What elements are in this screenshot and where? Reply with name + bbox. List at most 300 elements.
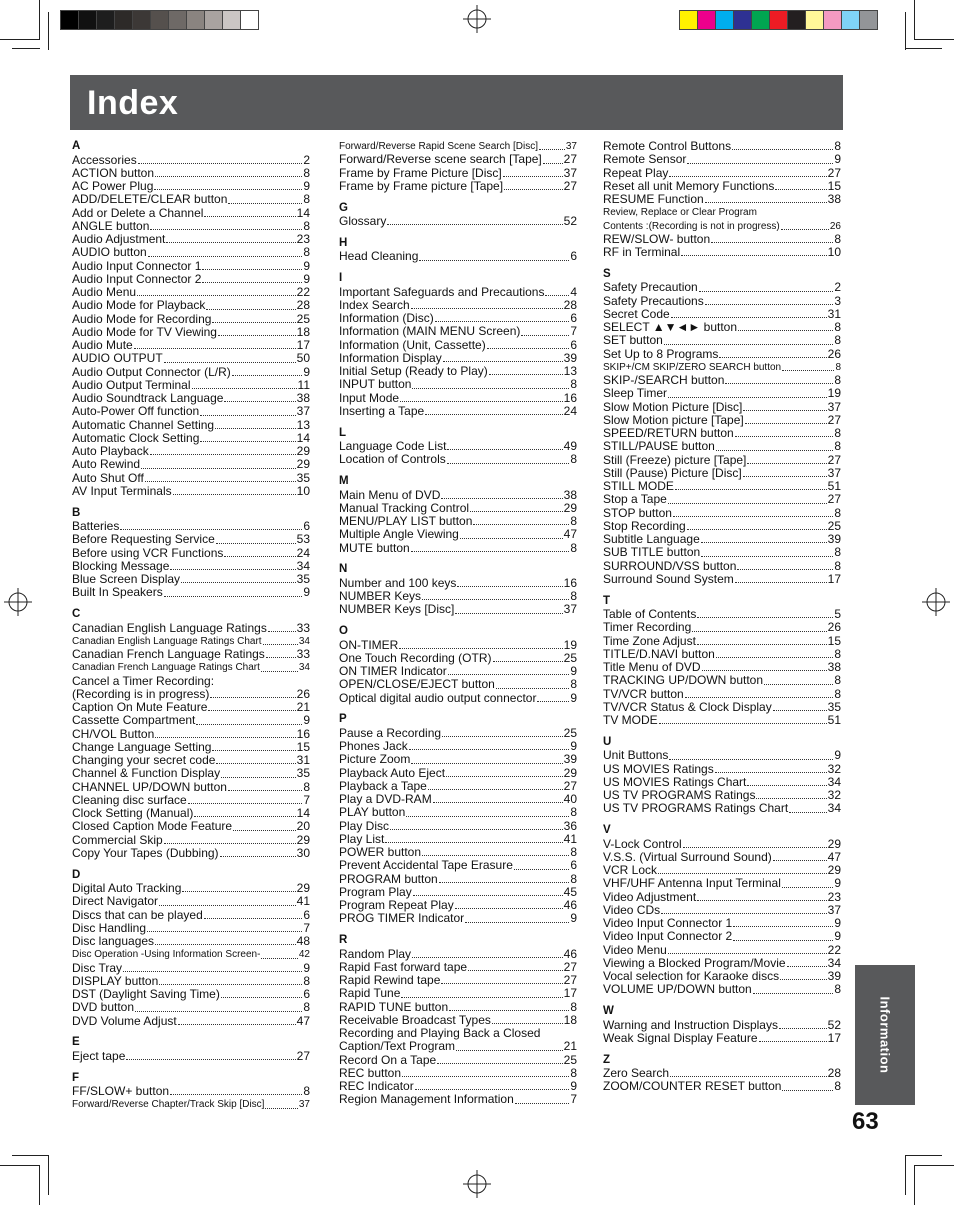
index-entry [339, 352, 577, 365]
dot-leader [699, 291, 834, 292]
index-entry-name: Video Input Connector 1 [603, 916, 733, 930]
index-entry [603, 648, 841, 661]
dot-leader [433, 802, 563, 803]
dot-leader [487, 348, 570, 349]
dot-leader [782, 1090, 833, 1091]
index-entry [339, 987, 577, 1000]
dot-leader [759, 1041, 827, 1042]
dot-leader [206, 309, 295, 310]
index-entry [603, 1032, 841, 1045]
index-entry [603, 206, 841, 219]
index-letter-heading: W [603, 1005, 614, 1017]
index-entry-name: Audio Mode for Recording [72, 311, 212, 326]
index-entry-name: Program Repeat Play [339, 898, 454, 912]
index-entry-page: 9 [834, 916, 841, 930]
index-entry-name: Disc languages [72, 934, 155, 948]
index-entry-page: 37 [563, 602, 577, 617]
index-entry [72, 635, 310, 648]
index-entry [72, 962, 310, 975]
index-entry-page: 3 [834, 293, 841, 308]
index-entry-name: Weak Signal Display Feature [603, 1030, 758, 1045]
index-entry [339, 180, 577, 193]
index-entry [339, 515, 577, 528]
index-entry-name: NUMBER Keys [Disc] [339, 602, 455, 617]
index-entry [603, 246, 841, 259]
index-entry-page: 8 [834, 231, 841, 246]
index-entry [72, 326, 310, 339]
index-entry-page: 8 [834, 439, 841, 454]
index-entry-page: 27 [827, 412, 841, 427]
index-entry-name: Before Requesting Service [72, 532, 215, 547]
dot-leader [413, 895, 563, 896]
registration-mark-icon [463, 1170, 491, 1198]
index-entry [339, 325, 577, 338]
dot-leader [208, 710, 295, 711]
dot-leader [681, 255, 827, 256]
dot-leader [232, 375, 303, 376]
index-entry-page: 6 [303, 519, 310, 533]
dot-leader [204, 216, 295, 217]
index-entry-name: VHF/UHF Antenna Input Terminal [603, 876, 781, 891]
index-letter-heading: O [339, 625, 348, 637]
index-entry [339, 590, 577, 603]
index-entry [339, 912, 577, 925]
index-entry [339, 1014, 577, 1027]
color-swatch [733, 10, 752, 30]
index-entry-name: SURROUND/VSS button [603, 558, 737, 573]
index-entry-name: TRACKING UP/DOWN button [603, 673, 764, 688]
index-entry [72, 485, 310, 498]
index-entry [339, 1080, 577, 1093]
index-entry-name: Before using VCR Functions [72, 545, 224, 560]
dot-leader [473, 524, 569, 525]
index-entry-name: Caption On Mute Feature [72, 700, 208, 714]
index-entry-name: US TV PROGRAMS Ratings [603, 788, 756, 802]
index-entry-name: Audio Output Connector (L/R) [72, 364, 231, 379]
dot-leader [385, 842, 562, 843]
index-entry-name: OPEN/CLOSE/EJECT button [339, 677, 495, 692]
index-entry-page: 9 [834, 748, 841, 763]
dot-leader [164, 843, 296, 844]
index-entry-name: Cleaning disc surface [72, 792, 187, 807]
index-entry-name: Picture Zoom [339, 752, 411, 767]
index-entry-page: 51 [827, 479, 841, 493]
dot-leader [697, 617, 833, 618]
index-entry-page: 47 [827, 849, 841, 864]
index-entry-name: SKIP+/CM SKIP/ZERO SEARCH button [603, 361, 782, 373]
index-entry-name: SKIP-/SEARCH button [603, 373, 725, 387]
index-entry-page: 9 [303, 179, 310, 193]
index-entry [72, 820, 310, 833]
dot-leader [733, 926, 833, 927]
index-entry-page: 37 [563, 165, 577, 180]
index-entry [603, 838, 841, 851]
color-swatch [823, 10, 842, 30]
page-number: 63 [852, 1108, 879, 1135]
index-entry-name: Digital Auto Tracking [72, 881, 182, 895]
index-entry [72, 472, 310, 485]
index-entry-name: Audio Output Terminal [72, 377, 191, 392]
index-entry [72, 260, 310, 273]
index-entry [72, 339, 310, 352]
index-entry-name: Frame by Frame Picture [Disc] [339, 165, 502, 180]
index-entry [72, 445, 310, 458]
index-entry-name: Phones Jack [339, 739, 408, 753]
dot-leader [409, 749, 570, 750]
index-entry-name: Glossary [339, 214, 387, 228]
index-entry-name: Accessories [72, 152, 137, 167]
index-entry [72, 1085, 310, 1098]
index-entry [339, 405, 577, 418]
index-entry [603, 520, 841, 533]
crop-mark [914, 1165, 954, 1166]
index-entry-name: Time Zone Adjust [603, 633, 696, 648]
index-entry-page: 37 [298, 1099, 310, 1111]
registration-mark-icon [922, 588, 950, 616]
dot-leader [215, 428, 296, 429]
index-entry-name: Timer Recording [603, 620, 692, 635]
index-entry-page: 25 [563, 725, 577, 740]
dot-leader [514, 869, 569, 870]
index-entry-page: 25 [563, 1052, 577, 1067]
index-entry-name: RESUME Function [603, 192, 704, 206]
index-entry-name: Warning and Instruction Displays [603, 1017, 778, 1032]
dot-leader [220, 856, 296, 857]
index-entry-page: 24 [296, 545, 310, 560]
dot-leader [773, 710, 827, 711]
index-entry-page: 16 [563, 390, 577, 405]
index-entry-page: 37 [827, 399, 841, 414]
index-entry-page: 8 [834, 373, 841, 387]
index-entry-page: 8 [834, 1079, 841, 1094]
dot-leader [182, 891, 295, 892]
index-entry [603, 560, 841, 573]
index-entry-name: Audio Mute [72, 338, 133, 352]
index-entry-name: Rapid Rewind tape [339, 973, 441, 987]
index-entry [72, 741, 310, 754]
dot-leader [658, 873, 827, 874]
dot-leader [155, 176, 302, 177]
index-entry-page: 34 [296, 558, 310, 573]
dot-leader [159, 984, 302, 985]
index-entry [339, 1001, 577, 1014]
dot-leader [775, 189, 826, 190]
index-entry-name: Information (Disc) [339, 311, 434, 325]
dot-leader [683, 847, 827, 848]
index-entry [72, 547, 310, 560]
dot-leader [202, 282, 302, 283]
index-entry [72, 975, 310, 988]
index-entry [603, 877, 841, 890]
index-entry-page: 15 [296, 739, 310, 754]
index-entry-name: INPUT button [339, 377, 412, 392]
index-entry-name: Auto-Power Off function [72, 404, 200, 419]
index-entry-page: 13 [296, 417, 310, 432]
index-entry [339, 833, 577, 846]
index-entry-name: Table of Contents [603, 607, 697, 621]
index-entry [339, 577, 577, 590]
dot-leader [166, 242, 295, 243]
index-entry [72, 405, 310, 418]
dot-leader [120, 529, 302, 530]
crop-mark [39, 0, 40, 40]
index-entry-page: 7 [303, 920, 310, 935]
index-entry-name: Audio Mode for TV Viewing [72, 324, 217, 339]
dot-leader [457, 586, 562, 587]
dot-leader [148, 256, 303, 257]
index-letter-heading: N [339, 563, 348, 576]
index-entry-page: 8 [834, 139, 841, 153]
index-entry-name: Rapid Tune [339, 986, 401, 1001]
index-entry-name: Audio Menu [72, 285, 137, 299]
index-entry-page: 30 [296, 845, 310, 860]
dot-leader [411, 308, 563, 309]
index-entry-name: DISPLAY button [72, 973, 159, 988]
index-entry [72, 220, 310, 233]
dot-leader [701, 556, 833, 557]
color-swatch [78, 10, 97, 30]
dot-leader [732, 149, 833, 150]
dot-leader [422, 599, 569, 600]
index-entry-page: 27 [827, 165, 841, 180]
index-entry-page: 8 [303, 1000, 310, 1015]
index-entry-name: Canadian French Language Ratings Chart [72, 662, 260, 674]
color-swatch [150, 10, 169, 30]
index-entry-name: Video CDs [603, 902, 661, 917]
dot-leader [441, 983, 562, 984]
index-entry [603, 1019, 841, 1032]
index-entry-page: 29 [563, 765, 577, 780]
index-entry [72, 988, 310, 1001]
index-entry [339, 820, 577, 833]
index-entry-name: Video Input Connector 2 [603, 929, 733, 944]
registration-mark-icon [4, 588, 32, 616]
dot-leader [664, 344, 833, 345]
index-entry-page: 11 [297, 377, 310, 392]
index-entry [603, 970, 841, 983]
index-entry-page: 23 [296, 232, 310, 246]
index-entry-name: Auto Playback [72, 444, 149, 458]
index-entry [603, 608, 841, 621]
dot-leader [702, 670, 827, 671]
index-entry-name: STOP button [603, 505, 672, 520]
index-entry-name: Playback Auto Eject [339, 765, 446, 780]
index-entry-name: Audio Adjustment [72, 232, 166, 246]
index-entry-name: VOLUME UP/DOWN button [603, 982, 752, 997]
index-entry [339, 793, 577, 806]
index-entry-name: Record On a Tape [339, 1052, 437, 1067]
dot-leader [145, 481, 296, 482]
dot-leader [782, 887, 833, 888]
index-entry [72, 560, 310, 573]
index-entry-name: Canadian French Language Ratings [72, 647, 265, 661]
dot-leader [135, 1011, 302, 1012]
index-entry-name: PLAY button [339, 805, 406, 820]
index-entry-name: Blocking Message [72, 558, 170, 573]
dot-leader [701, 542, 827, 543]
index-entry-name: ZOOM/COUNTER RESET button [603, 1079, 782, 1094]
index-entry [603, 776, 841, 789]
index-entry-page: 28 [563, 297, 577, 312]
dot-leader [422, 855, 569, 856]
index-entry [339, 489, 577, 502]
index-entry-name: Information (MAIN MENU Screen) [339, 324, 521, 339]
index-entry-page: 35 [827, 699, 841, 714]
index-entry [339, 886, 577, 899]
index-entry [603, 983, 841, 996]
dot-leader [164, 362, 296, 363]
index-entry [339, 215, 577, 228]
index-entry-page: 20 [296, 819, 310, 834]
index-entry-name: Change Language Setting [72, 739, 212, 754]
dot-leader [233, 830, 296, 831]
title-banner [70, 75, 843, 130]
index-letter-heading: Z [603, 1053, 611, 1066]
index-entry-name: FF/SLOW+ button [72, 1084, 170, 1098]
index-entry-name: Add or Delete a Channel [72, 205, 204, 220]
index-entry-name: Discs that can be played [72, 907, 203, 922]
index-entry [603, 635, 841, 648]
index-entry-page: 27 [563, 178, 577, 193]
index-entry-name: Forward/Reverse Chapter/Track Skip [Disc] [72, 1099, 265, 1111]
index-entry [72, 193, 310, 206]
index-entry [72, 909, 310, 922]
dot-leader [261, 671, 298, 672]
dot-leader [210, 697, 295, 698]
index-entry-name: Still (Pause) Picture [Disc] [603, 465, 742, 480]
index-entry-name: US MOVIES Ratings [603, 761, 714, 776]
dot-leader [137, 295, 296, 296]
index-entry-page: 9 [834, 152, 841, 167]
index-entry-page: 9 [570, 1079, 577, 1093]
index-entry [72, 1001, 310, 1014]
color-swatch [841, 10, 860, 30]
index-entry-page: 26 [296, 686, 310, 701]
index-entry [339, 639, 577, 652]
crop-mark [12, 1155, 48, 1156]
index-entry-page: 29 [563, 500, 577, 515]
index-entry [72, 895, 310, 908]
index-entry-page: 51 [827, 713, 841, 727]
dot-leader [787, 966, 827, 967]
index-entry [603, 480, 841, 493]
dot-leader [661, 913, 827, 914]
index-entry-page: 38 [827, 192, 841, 206]
index-entry-name: Automatic Channel Setting [72, 417, 215, 432]
index-entry-page: 25 [296, 311, 310, 326]
index-entry-name: POWER button [339, 845, 422, 859]
dot-leader [539, 149, 565, 150]
index-entry [72, 781, 310, 794]
index-entry [339, 440, 577, 453]
index-entry-name: Important Safeguards and Precautions [339, 284, 545, 299]
dot-leader [150, 229, 302, 230]
index-entry [603, 621, 841, 634]
index-letter-heading: C [72, 608, 81, 620]
index-entry-name: Sleep Timer [603, 386, 668, 401]
index-entry [603, 467, 841, 480]
dot-leader [460, 538, 563, 539]
dot-leader [428, 789, 563, 790]
index-entry-name: Closed Caption Mode Feature [72, 819, 233, 834]
dot-leader [537, 701, 569, 702]
dot-leader [716, 657, 833, 658]
dot-leader [411, 551, 570, 552]
index-entry [339, 740, 577, 753]
index-entry [339, 806, 577, 819]
dot-leader [773, 860, 827, 861]
index-entry-name: Eject tape [72, 1048, 126, 1063]
dot-leader [192, 388, 297, 389]
dot-leader [738, 330, 833, 331]
index-letter-heading: T [603, 594, 611, 607]
index-entry-page: 35 [296, 766, 310, 781]
index-entry [603, 930, 841, 943]
index-entry-page: 25 [563, 650, 577, 665]
index-entry-continuation: Contents :(Recording is not in progress) [603, 220, 780, 232]
color-swatch [697, 10, 716, 30]
dot-leader [675, 489, 827, 490]
index-entry [72, 246, 310, 259]
index-entry-page: 10 [827, 245, 841, 259]
index-entry [72, 622, 310, 635]
index-entry-name: Unit Buttons [603, 748, 669, 763]
index-entry-page: 8 [570, 514, 577, 528]
index-entry-name: Auto Rewind [72, 457, 141, 472]
index-entry-page: 8 [834, 320, 841, 334]
dot-leader [496, 688, 569, 689]
dot-leader [202, 269, 302, 270]
index-entry [72, 207, 310, 220]
dot-leader [173, 494, 296, 495]
index-entry-page: 9 [303, 258, 310, 273]
index-entry-name: One Touch Recording (OTR) [339, 650, 492, 665]
dot-leader [150, 454, 296, 455]
dot-leader [671, 317, 827, 318]
index-entry [339, 1054, 577, 1067]
index-entry-page: 9 [570, 739, 577, 753]
index-entry-name: Receivable Broadcast Types [339, 1012, 491, 1027]
dot-leader [415, 1089, 570, 1090]
index-entry-name: Subtitle Language [603, 532, 700, 546]
index-entry-page: 41 [296, 894, 310, 909]
index-entry-page: 35 [296, 470, 310, 485]
index-entry-page: 8 [570, 589, 577, 603]
index-entry [603, 688, 841, 701]
index-entry [72, 807, 310, 820]
index-entry-name: Random Play [339, 946, 412, 961]
index-column-2 [339, 140, 577, 1107]
index-entry-name: Changing your secret code [72, 753, 216, 767]
index-entry [603, 763, 841, 776]
index-entry-page: 29 [827, 863, 841, 877]
index-entry-name: Built In Speakers [72, 585, 163, 600]
index-entry-page: 26 [827, 620, 841, 635]
dot-leader [154, 189, 302, 190]
index-entry-name: ADD/DELETE/CLEAR button [72, 192, 228, 207]
index-entry-name: Play a DVD-RAM [339, 792, 432, 806]
index-entry-page: 9 [303, 271, 310, 286]
index-entry-page: 8 [834, 545, 841, 560]
color-swatch [787, 10, 806, 30]
dot-leader [261, 958, 297, 959]
index-entry-name: Initial Setup (Ready to Play) [339, 364, 488, 378]
dot-leader [268, 631, 296, 632]
index-entry [603, 1067, 841, 1080]
dot-leader [753, 993, 834, 994]
index-entry-page: 53 [296, 532, 310, 547]
index-entry-page: 27 [296, 1048, 310, 1063]
